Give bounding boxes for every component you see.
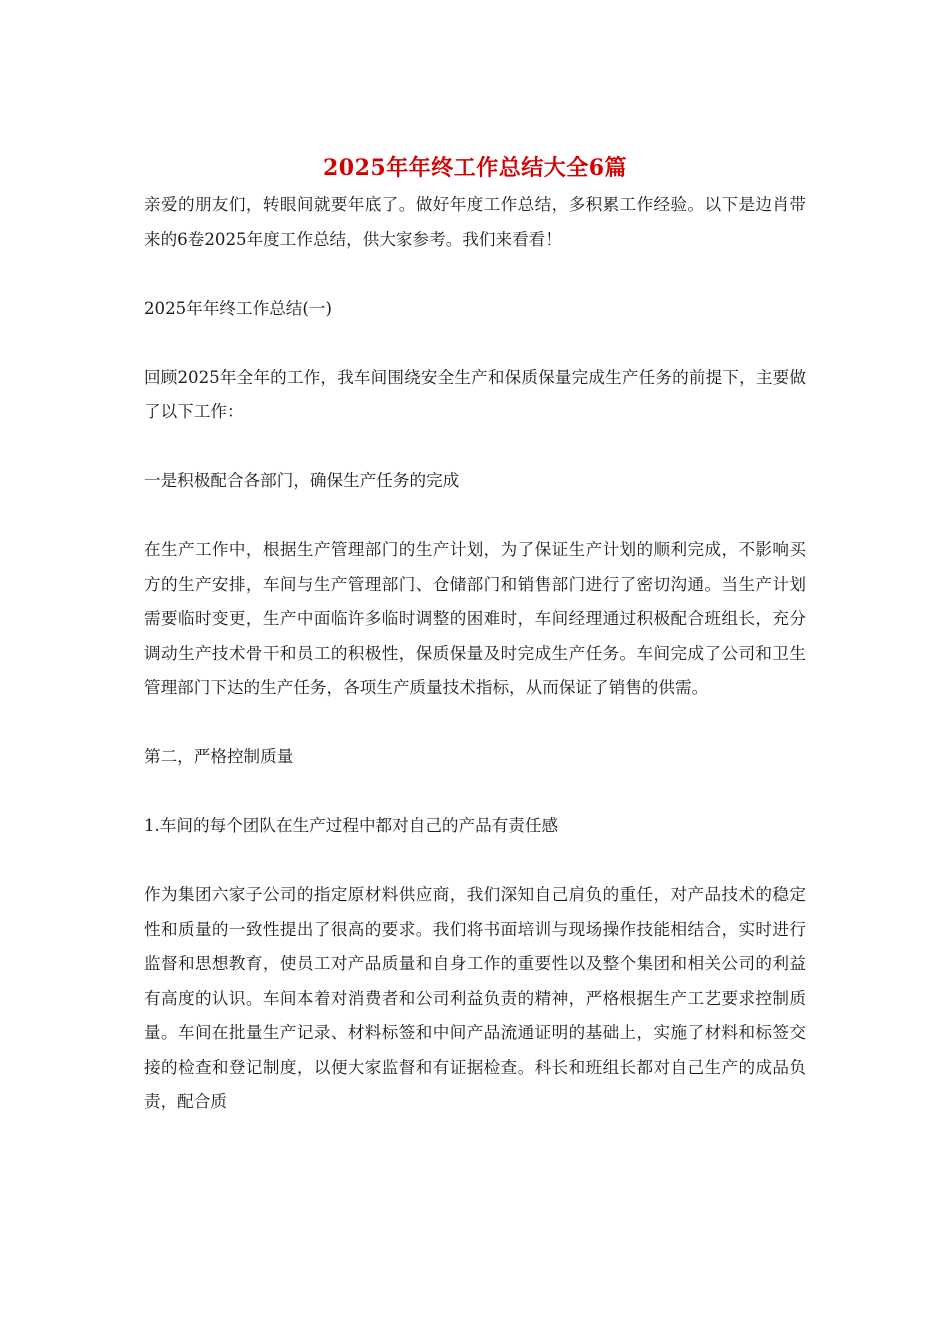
- paragraph-gap: [144, 706, 806, 741]
- subsection-heading: 第二，严格控制质量: [144, 747, 294, 766]
- body-paragraph: 作为集团六家子公司的指定原材料供应商，我们深知自己肩负的重任，对产品技术的稳定性和质量的一致性提出了很高的要求。我们将书面培训与现场操作技能相结合，实时进行监督和思想教育，使员工对产品质量和自身工作的重要性以及整个集团和相关公司的利益有高度的认识。车间本着对消费者和公司利益负责的精神，严格根据生产工艺要求控制质量。车间在批量生产记录、材料标签和中间产品流通证明的基础上，实施了材料和标签交接的检查和登记制度，以便大家监督和有证据检查。科长和班组长都对自己生产的成品负责，配合质: [144, 885, 806, 1111]
- intro-paragraph: 亲爱的朋友们，转眼间就要年底了。做好年度工作总结，多积累工作经验。以下是边肖带来的6卷2025年度工作总结，供大家参考。我们来看看！: [144, 195, 806, 249]
- paragraph-gap: [144, 430, 806, 465]
- numbered-item: 1.车间的每个团队在生产过程中都对自己的产品有责任感: [144, 816, 559, 835]
- section-heading: 2025年年终工作总结(一): [144, 298, 332, 318]
- body-paragraph: 在生产工作中，根据生产管理部门的生产计划，为了保证生产计划的顺利完成，不影响买方的生产安排，车间与生产管理部门、仓储部门和销售部门进行了密切沟通。当生产计划需要临时变更，生产中面临许多临时调整的困难时，车间经理通过积极配合班组长，充分调动生产技术骨干和员工的积极性，保质保量及时完成生产任务。车间完成了公司和卫生管理部门下达的生产任务，各项生产质量技术指标，从而保证了销售的供需。: [144, 540, 806, 697]
- paragraph-gap: [144, 326, 806, 361]
- document-title: 2025年年终工作总结大全6篇: [322, 155, 628, 181]
- body-paragraph: 回顾2025年全年的工作，我车间围绕安全生产和保质保量完成生产任务的前提下，主要做了以下工作：: [144, 367, 806, 421]
- paragraph-gap: [144, 499, 806, 534]
- paragraph-gap: [144, 844, 806, 879]
- paragraph-gap: [144, 257, 806, 292]
- subsection-heading: 一是积极配合各部门，确保生产任务的完成: [144, 471, 460, 490]
- paragraph-gap: [144, 775, 806, 810]
- document-body: [144, 152, 806, 1120]
